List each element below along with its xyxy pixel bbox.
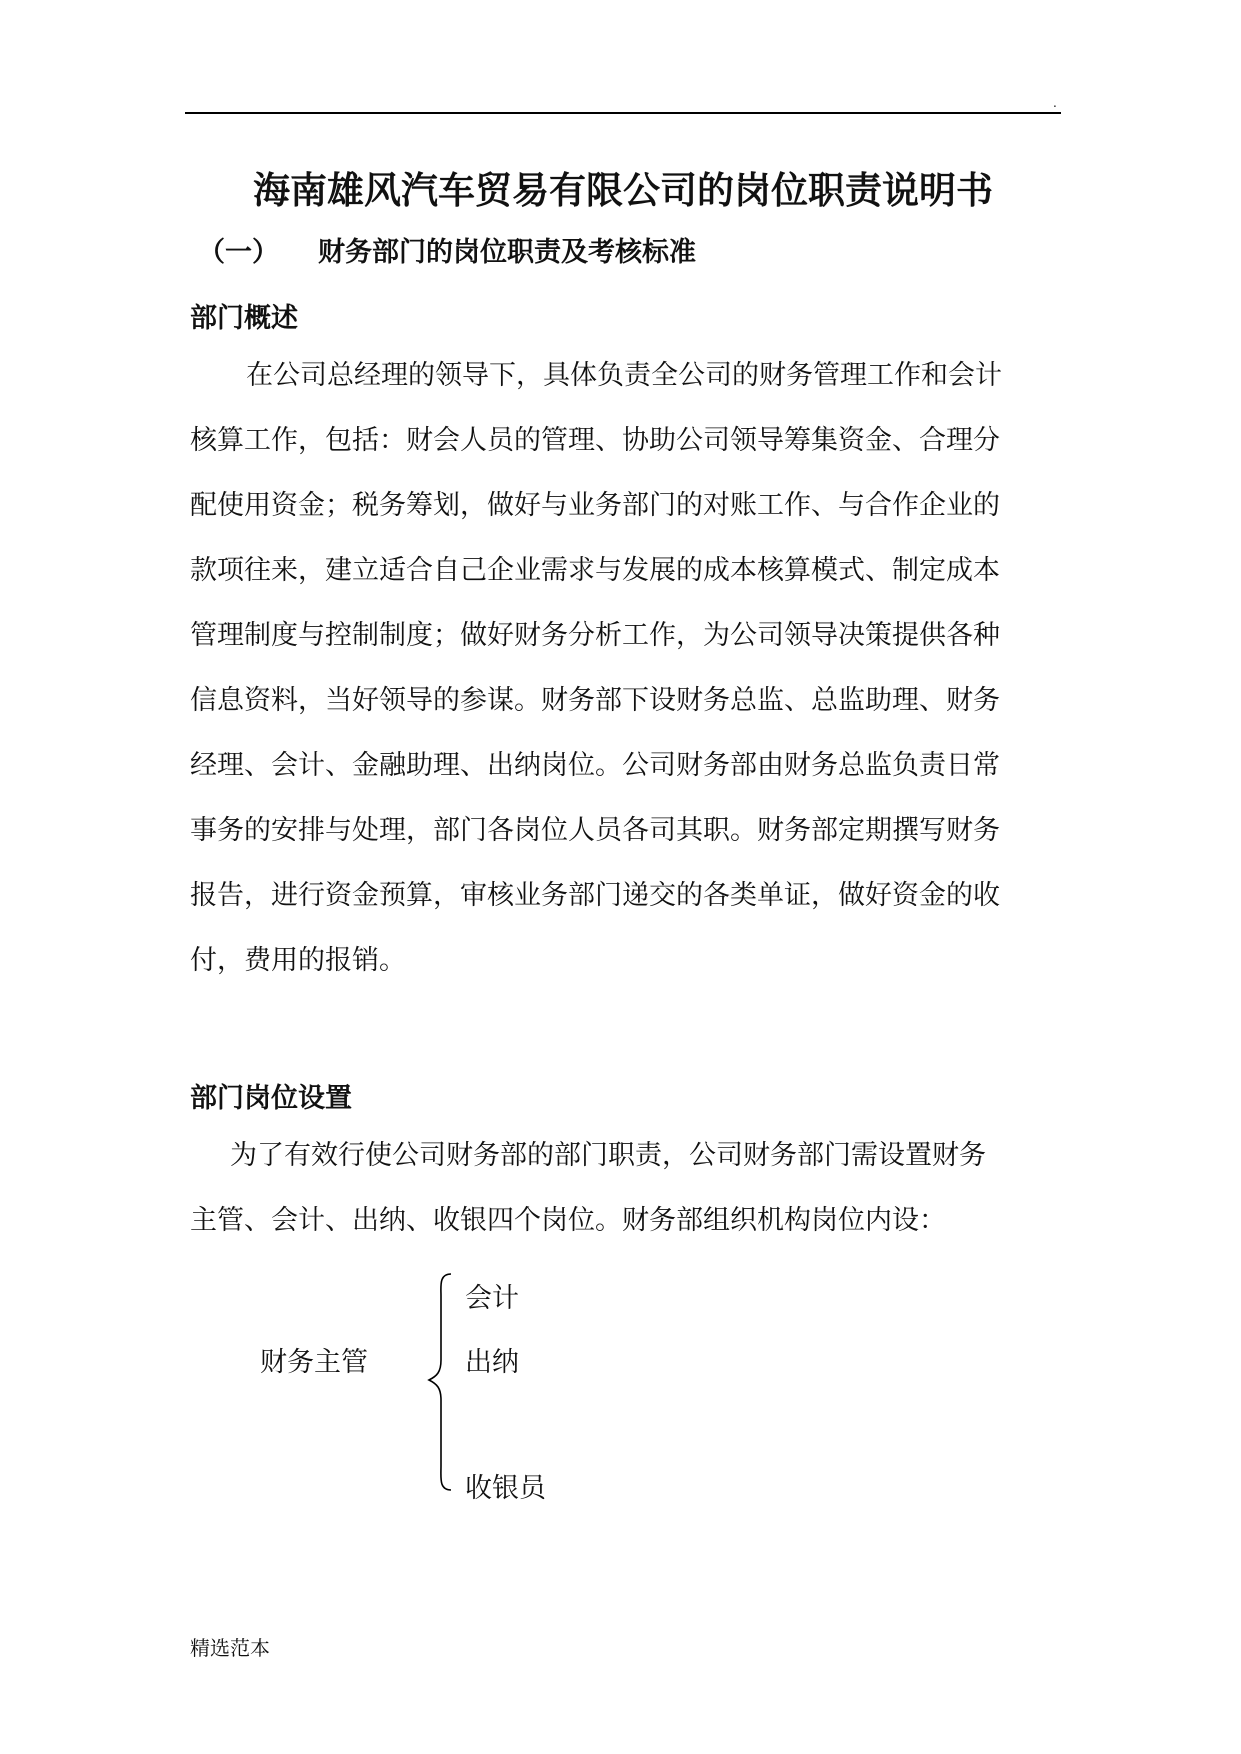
paragraph-line: 主管、会计、出纳、收银四个岗位。财务部组织机构岗位内设：: [190, 1205, 946, 1236]
overview-paragraph: [190, 357, 1002, 1007]
paragraph-line: 付，费用的报销。: [190, 945, 406, 976]
brace-icon: [425, 1272, 465, 1492]
positions-paragraph: [190, 1137, 986, 1267]
section-title: 财务部门的岗位职责及考核标准: [318, 237, 696, 268]
paragraph-line: 经理、会计、金融助理、出纳岗位。公司财务部由财务总监负责日常: [190, 750, 1000, 781]
section-heading: [198, 230, 696, 269]
paragraph-line: 款项往来，建立适合自己企业需求与发展的成本核算模式、制定成本: [190, 555, 1000, 586]
paragraph-line: 报告，进行资金预算，审核业务部门递交的各类单证，做好资金的收: [190, 880, 1000, 911]
paragraph-line: 信息资料，当好领导的参谋。财务部下设财务总监、总监助理、财务: [190, 685, 1000, 716]
paragraph-line: 管理制度与控制制度；做好财务分析工作，为公司领导决策提供各种: [190, 620, 1000, 651]
overview-heading: 部门概述: [190, 303, 298, 334]
paragraph-line: 为了有效行使公司财务部的部门职责，公司财务部门需设置财务: [230, 1140, 986, 1171]
section-number: （一）: [198, 237, 279, 268]
paragraph-line: 核算工作，包括：财会人员的管理、协助公司领导筹集资金、合理分: [190, 425, 1000, 456]
org-root-finance-supervisor: 财务主管: [260, 1347, 368, 1378]
paragraph-line: 在公司总经理的领导下，具体负责全公司的财务管理工作和会计: [246, 360, 1002, 391]
paragraph-line: 事务的安排与处理，部门各岗位人员各司其职。财务部定期撰写财务: [190, 815, 1000, 846]
org-child-accountant: 会计: [465, 1283, 519, 1314]
paragraph-line: 配使用资金；税务筹划，做好与业务部门的对账工作、与合作企业的: [190, 490, 1000, 521]
org-child-cashier: 出纳: [465, 1347, 519, 1378]
header-rule: [185, 112, 1061, 114]
footer-text: 精选范本: [190, 1636, 270, 1660]
org-child-teller: 收银员: [465, 1473, 546, 1504]
positions-heading: 部门岗位设置: [190, 1083, 352, 1114]
header-dot: .: [1053, 96, 1057, 110]
document-title: 海南雄风汽车贸易有限公司的岗位职责说明书: [253, 169, 993, 212]
